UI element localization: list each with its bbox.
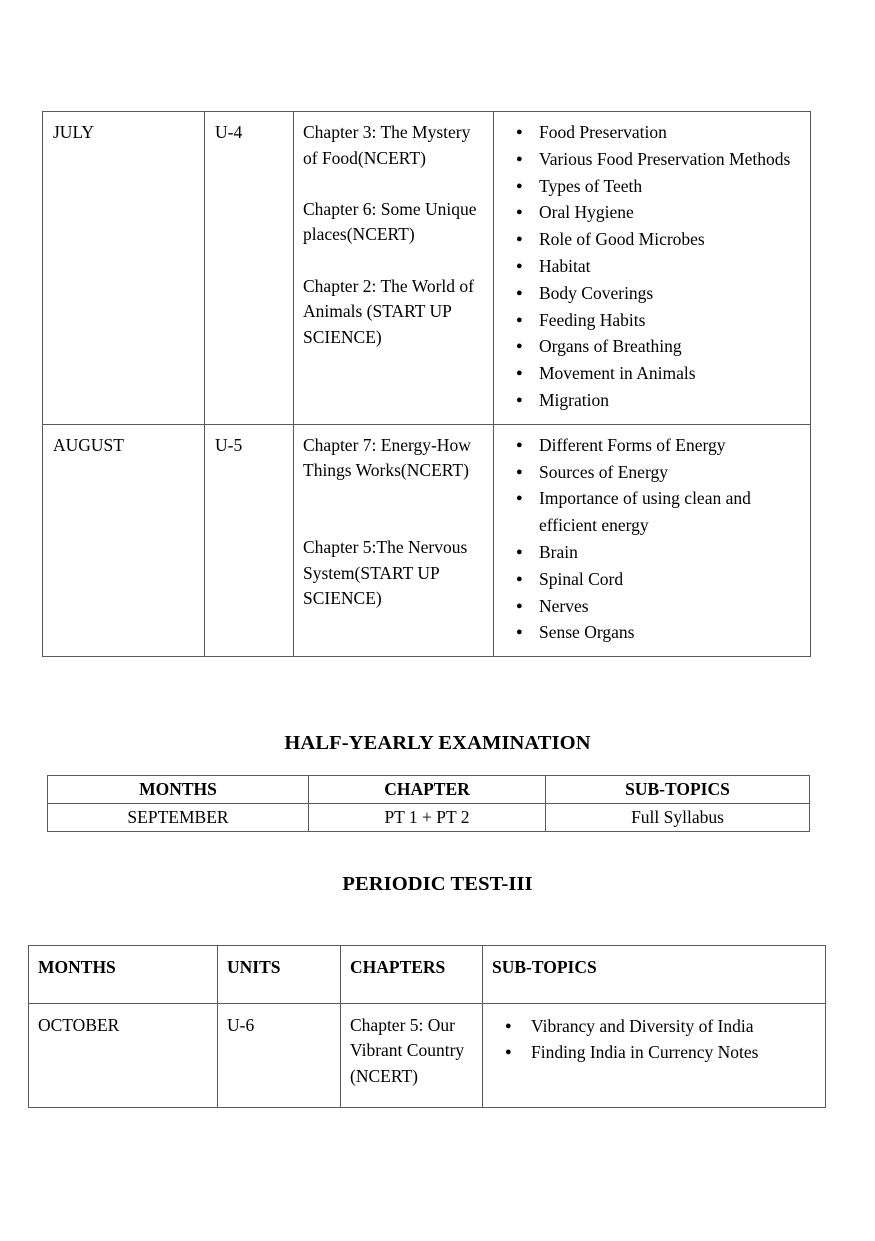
unit-label: U-5 — [215, 434, 243, 455]
list-item: ● Oral Hygiene — [494, 199, 804, 226]
list-item: ● Sense Organs — [494, 619, 804, 646]
table-row — [43, 112, 811, 425]
table-header-row — [48, 776, 810, 804]
chapters-cell — [294, 112, 494, 425]
sub-topics-list — [483, 1004, 825, 1082]
list-item: ● Food Preservation — [494, 119, 804, 146]
column-header-chapters: CHAPTERS — [341, 946, 483, 1004]
month-cell: OCTOBER — [29, 1003, 218, 1108]
half-yearly-table — [47, 775, 810, 832]
list-item: ● Feeding Habits — [494, 307, 804, 334]
table-row — [43, 424, 811, 656]
list-item: ● Body Coverings — [494, 280, 804, 307]
list-item: ● Movement in Animals — [494, 360, 804, 387]
list-item: ● Importance of using clean and efficient energy — [494, 485, 804, 539]
sub-topics-cell — [494, 112, 811, 425]
list-item: ● Various Food Preservation Methods — [494, 146, 804, 173]
chapter-entry: Chapter 7: Energy-How Things Works(NCERT) — [303, 434, 471, 481]
sub-topics-list — [494, 425, 810, 656]
column-header-chapter: CHAPTER — [309, 776, 546, 804]
chapter-entry: Chapter 6: Some Unique places(NCERT) — [303, 198, 477, 245]
chapter-spacer — [303, 171, 485, 197]
column-header-sub-topics: SUB-TOPICS — [483, 946, 826, 1004]
column-header-units: UNITS — [218, 946, 341, 1004]
chapter-cell: PT 1 + PT 2 — [309, 804, 546, 832]
syllabus-table — [42, 111, 811, 657]
sub-topics-cell: Full Syllabus — [546, 804, 810, 832]
month-label: JULY — [53, 122, 95, 142]
list-item: ● Role of Good Microbes — [494, 226, 804, 253]
unit-cell: U-6 — [218, 1003, 341, 1108]
chapter-spacer — [303, 248, 485, 274]
list-item: ● Organs of Breathing — [494, 333, 804, 360]
table-row — [29, 1003, 826, 1108]
list-item: ● Sources of Energy — [494, 459, 804, 486]
list-item: ● Brain — [494, 539, 804, 566]
month-cell — [43, 424, 205, 656]
chapter-cell: Chapter 5: Our Vibrant Country (NCERT) — [341, 1003, 483, 1108]
chapter-entry: Chapter 2: The World of Animals (START UP SCIENCE) — [303, 275, 474, 347]
month-label: AUGUST — [53, 434, 124, 455]
column-header-sub-topics: SUB-TOPICS — [546, 776, 810, 804]
list-item: ● Vibrancy and Diversity of India — [483, 1013, 819, 1039]
half-yearly-heading: HALF-YEARLY EXAMINATION — [284, 732, 591, 754]
list-item: ● Different Forms of Energy — [494, 432, 804, 459]
periodic-test-3-table — [28, 945, 826, 1108]
list-item: ● Nerves — [494, 593, 804, 620]
sub-topics-cell — [494, 424, 811, 656]
list-item: ● Migration — [494, 387, 804, 414]
unit-label: U-4 — [215, 122, 243, 142]
month-cell — [43, 112, 205, 425]
sub-topics-list — [494, 112, 810, 424]
chapter-spacer — [303, 484, 485, 510]
unit-cell — [205, 424, 294, 656]
table-row — [48, 804, 810, 832]
chapters-cell — [294, 424, 494, 656]
list-item: ● Spinal Cord — [494, 566, 804, 593]
column-header-months: MONTHS — [29, 946, 218, 1004]
list-item: ● Finding India in Currency Notes — [483, 1039, 819, 1065]
table-header-row — [29, 946, 826, 1004]
chapter-entry: Chapter 5:The Nervous System(START UP SCIENCE) — [303, 537, 468, 609]
sub-topics-cell — [483, 1003, 826, 1108]
column-header-months: MONTHS — [48, 776, 309, 804]
list-item: ● Types of Teeth — [494, 173, 804, 200]
month-cell: SEPTEMBER — [48, 804, 309, 832]
unit-cell — [205, 112, 294, 425]
chapter-spacer — [303, 510, 485, 536]
list-item: ● Habitat — [494, 253, 804, 280]
periodic-test-3-heading: PERIODIC TEST-III — [342, 873, 533, 895]
chapter-entry: Chapter 3: The Mystery of Food(NCERT) — [303, 122, 471, 168]
